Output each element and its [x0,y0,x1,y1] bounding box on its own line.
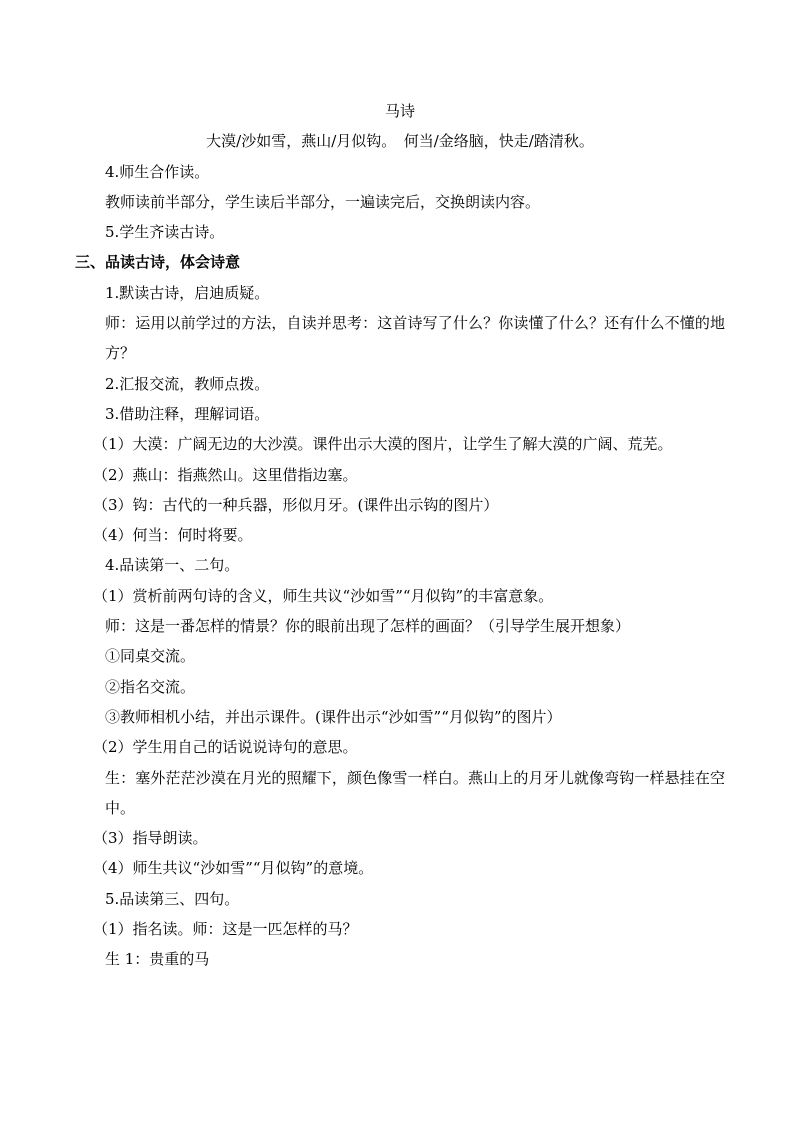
list-item: ③教师相机小结，并出示课件。(课件出示“沙如雪”“月似钩”的图片） [105,707,562,726]
document-page [75,96,725,975]
list-item: ①同桌交流。 [105,647,196,666]
paragraph: 师：运用以前学过的方法，自读并思考：这首诗写了什么？你读懂了什么？还有什么不懂的地方？ [105,314,725,363]
step-text: 5.品读第三、四句。 [105,889,240,908]
section-heading: 三、品读古诗，体会诗意 [75,253,241,272]
step-text: 5.学生齐读古诗。 [105,223,225,242]
list-item: （3）钩：古代的一种兵器，形似月牙。(课件出示钩的图片） [93,495,499,514]
list-item: （2）燕山：指燕然山。这里借指边塞。 [93,465,358,484]
list-item: （1）指名读。师：这是一匹怎样的马？ [93,920,358,939]
list-item: （4）师生共议“沙如雪”“月似钩”的意境。 [93,859,374,878]
list-item: （4）何当：何时将要。 [93,526,253,545]
list-item: ②指名交流。 [105,677,196,696]
step-text: 2.汇报交流，教师点拨。 [105,374,270,393]
step-text: 3.借助注释，理解词语。 [105,404,270,423]
step-text: 1.默读古诗，启迪质疑。 [105,283,270,302]
list-item: （3）指导朗读。 [93,829,208,848]
poem-title: 马诗 [384,102,415,120]
paragraph: 生：塞外茫茫沙漠在月光的照耀下，颜色像雪一样白。燕山上的月牙儿就像弯钩一样悬挂在空中。 [105,768,725,817]
list-item: （1）大漠：广阔无边的大沙漠。课件出示大漠的图片，让学生了解大漠的广阔、荒芜。 [93,435,673,454]
step-text: 4.品读第一、二句。 [105,556,240,575]
paragraph: 生 1：贵重的马 [105,950,210,969]
poem-text: 大漠/沙如雪，燕山/月似钩。 何当/金络脑，快走/踏清秋。 [206,132,594,151]
step-text: 4.师生合作读。 [105,162,210,181]
paragraph: 教师读前半部分，学生读后半部分，一遍读完后，交换朗读内容。 [105,192,541,211]
list-item: （2）学生用自己的话说说诗句的意思。 [93,738,358,757]
list-item: （1）赏析前两句诗的含义，师生共议“沙如雪”“月似钩”的丰富意象。 [93,586,554,605]
paragraph: 师：这是一番怎样的情景？你的眼前出现了怎样的画面？（引导学生展开想象） [105,617,631,636]
